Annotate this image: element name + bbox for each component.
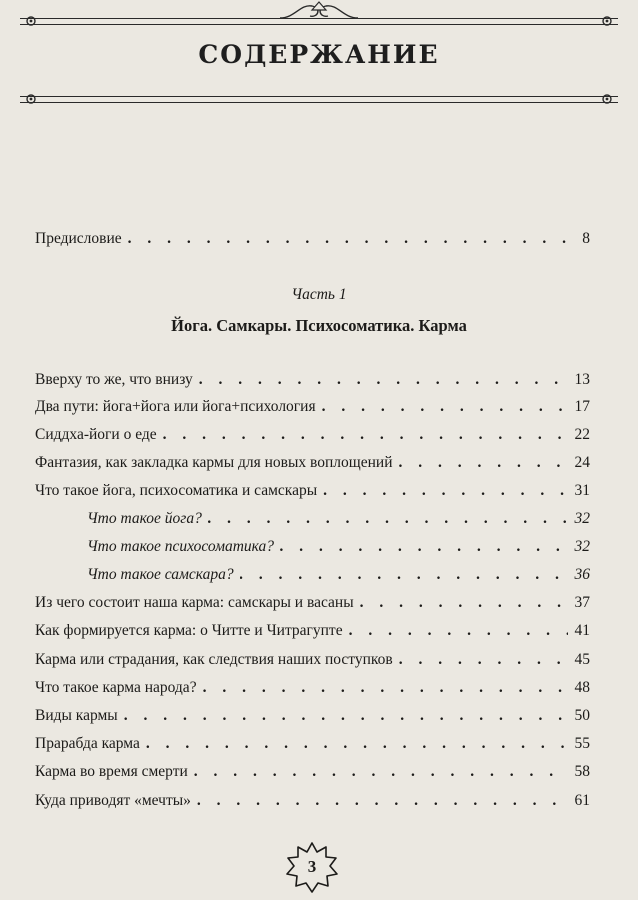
toc-entry-label: Что такое психосоматика? — [87, 538, 275, 555]
toc-entry-page: 50 — [574, 707, 590, 724]
toc-dot-leader — [163, 426, 568, 444]
toc-dot-leader — [349, 622, 568, 640]
toc-entry[interactable] — [35, 398, 590, 420]
toc-entry-page: 17 — [574, 398, 590, 415]
toc-dot-leader — [280, 538, 568, 556]
toc-entry-page: 37 — [574, 594, 590, 611]
toc-entry[interactable] — [35, 594, 590, 616]
toc-dot-leader — [360, 594, 568, 612]
toc-entry-page: 45 — [574, 651, 590, 668]
toc-dot-leader — [323, 482, 568, 500]
toc-entry-label: Как формируется карма: о Читте и Читрагупте — [35, 622, 343, 639]
toc-entry-preface[interactable] — [35, 230, 590, 252]
toc-entry[interactable] — [35, 622, 590, 644]
toc-entry-label: Что такое самскара? — [87, 566, 234, 583]
toc-entry-page: 32 — [574, 538, 590, 555]
toc-dot-leader — [399, 651, 568, 669]
toc-entry[interactable] — [35, 763, 590, 785]
part-title: Йога. Самкары. Психосоматика. Карма — [171, 316, 467, 335]
toc-dot-leader — [194, 763, 568, 781]
toc-subentry[interactable] — [87, 566, 590, 588]
toc-entry-page: 8 — [582, 230, 590, 247]
toc-dot-leader — [203, 679, 568, 697]
toc-dot-leader — [398, 454, 568, 472]
toc-entry[interactable] — [35, 735, 590, 757]
toc-entry-label: Куда приводят «мечты» — [35, 792, 191, 809]
toc-entry[interactable] — [35, 426, 590, 448]
toc-entry-label: Сиддха-йоги о еде — [35, 426, 157, 443]
toc-entry-label: Что такое йога, психосоматика и самскары — [35, 482, 318, 499]
ornament-top-icon — [0, 0, 638, 36]
toc-dot-leader — [199, 371, 568, 389]
toc-entry-label: Виды кармы — [35, 707, 118, 724]
toc-entry[interactable] — [35, 454, 590, 476]
toc-entry[interactable] — [35, 679, 590, 701]
toc-dot-leader — [208, 510, 568, 528]
toc-dot-leader — [128, 230, 568, 248]
toc-entry-page: 55 — [574, 735, 590, 752]
ornament-bottom-icon — [0, 86, 638, 116]
page-number: 3 — [307, 857, 317, 876]
toc-entry-page: 58 — [574, 763, 590, 780]
toc-entry-page: 24 — [574, 454, 590, 471]
toc-entry-page: 61 — [574, 792, 590, 809]
toc-entry-label: Вверху то же, что внизу — [35, 371, 193, 388]
toc-entry[interactable] — [35, 482, 590, 504]
toc-entry-page: 41 — [574, 622, 590, 639]
toc-entry[interactable] — [35, 792, 590, 814]
toc-entry-page: 22 — [574, 426, 590, 443]
toc-dot-leader — [146, 735, 568, 753]
toc-entry-page: 32 — [574, 510, 590, 527]
toc-entry-label: Что такое йога? — [87, 510, 202, 527]
toc-dot-leader — [322, 398, 568, 416]
toc-entry-label: Прарабда карма — [35, 735, 140, 752]
toc-entry[interactable] — [35, 371, 590, 393]
toc-entry-label: Фантазия, как закладка кармы для новых воплощений — [35, 454, 393, 471]
toc-entry-page: 48 — [574, 679, 590, 696]
toc-entry[interactable] — [35, 707, 590, 729]
toc-entry-label: Карма во время смерти — [35, 763, 188, 780]
page-title: СОДЕРЖАНИЕ — [198, 40, 440, 69]
toc-dot-leader — [240, 566, 568, 584]
toc-entry-page: 13 — [574, 371, 590, 388]
toc-entry-label: Карма или страдания, как следствия наших поступков — [35, 651, 393, 668]
toc-dot-leader — [124, 707, 568, 725]
toc-entry-label: Два пути: йога+йога или йога+психология — [35, 398, 316, 415]
toc-entry-label: Из чего состоит наша карма: самскары и васаны — [35, 594, 354, 611]
toc-entry-page: 36 — [574, 566, 590, 583]
toc-dot-leader — [197, 792, 568, 810]
part-heading: Часть 1 — [291, 286, 347, 303]
toc-entry[interactable] — [35, 651, 590, 673]
toc-entry-label: Что такое карма народа? — [35, 679, 197, 696]
toc-subentry[interactable] — [87, 510, 590, 532]
toc-entry-page: 31 — [574, 482, 590, 499]
toc-subentry[interactable] — [87, 538, 590, 560]
toc-entry-label: Предисловие — [35, 230, 122, 247]
